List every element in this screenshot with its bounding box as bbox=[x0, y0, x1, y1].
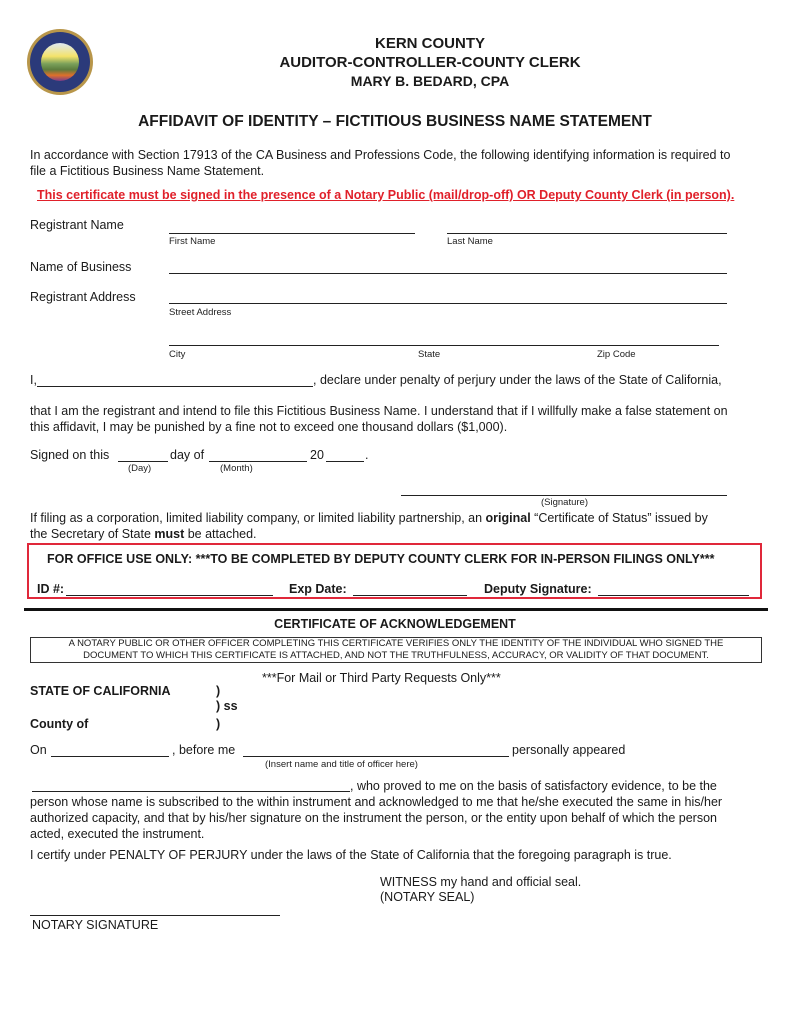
day-of-label: day of bbox=[170, 448, 205, 462]
intro-line-2: file a Fictitious Business Name Statement. bbox=[30, 164, 265, 178]
status-note-text-2: “Certificate of Status” issued by bbox=[530, 511, 708, 525]
page-title: AFFIDAVIT OF IDENTITY – FICTITIOUS BUSINESS NAME STATEMENT bbox=[138, 113, 652, 130]
status-note-text-4: be attached. bbox=[184, 527, 257, 541]
header-official: MARY B. BEDARD, CPA bbox=[350, 73, 510, 89]
certify-statement: I certify under PENALTY OF PERJURY under the laws of the State of California that the foregoing paragraph is true. bbox=[30, 848, 672, 862]
notary-notice-line-2: DOCUMENT TO WHICH THIS CERTIFICATE IS ATTACHED, AND NOT THE TRUTHFULNESS, ACCURACY, OR VALIDITY OF THAT DOCUMENT. bbox=[83, 650, 709, 661]
witness-text: WITNESS my hand and official seal. bbox=[380, 875, 582, 889]
signer-name-field[interactable] bbox=[32, 791, 350, 792]
signature-field[interactable] bbox=[401, 495, 727, 496]
proved-line-4: acted, executed the instrument. bbox=[30, 827, 205, 841]
status-note-line-1 bbox=[30, 510, 708, 526]
signature-caption: (Signature) bbox=[541, 497, 588, 508]
status-note-must: must bbox=[154, 527, 185, 541]
first-name-field[interactable] bbox=[169, 233, 415, 234]
registrant-address-label: Registrant Address bbox=[30, 290, 136, 304]
street-caption: Street Address bbox=[169, 307, 232, 318]
city-state-zip-field[interactable] bbox=[169, 345, 719, 346]
notary-warning: This certificate must be signed in the presence of a Notary Public (mail/drop-off) OR Deputy County Clerk (in person). bbox=[37, 188, 735, 202]
county-label: County of bbox=[30, 717, 89, 731]
header-county: KERN COUNTY bbox=[374, 35, 485, 52]
acknowledgement-date-field[interactable] bbox=[51, 756, 169, 757]
day-caption: (Day) bbox=[128, 463, 152, 474]
ss-label: ) ss bbox=[216, 699, 238, 713]
zip-caption: Zip Code bbox=[597, 349, 636, 360]
deputy-signature-field[interactable] bbox=[598, 595, 749, 596]
notary-seal-text: (NOTARY SEAL) bbox=[380, 890, 475, 904]
exp-date-label: Exp Date: bbox=[289, 582, 347, 596]
paren-1: ) bbox=[216, 684, 221, 698]
state-caption: State bbox=[418, 349, 441, 360]
month-field[interactable] bbox=[209, 461, 307, 462]
city-caption: City bbox=[169, 349, 186, 360]
office-use-heading: FOR OFFICE USE ONLY: ***TO BE COMPLETED BY DEPUTY COUNTY CLERK FOR IN-PERSON FILINGS ONLY*** bbox=[47, 552, 715, 566]
declaration-para-1: that I am the registrant and intend to file this Fictitious Business Name. I understand that if I willfully make a false statement on bbox=[30, 404, 728, 418]
registrant-name-label: Registrant Name bbox=[30, 218, 124, 232]
month-caption: (Month) bbox=[220, 463, 253, 474]
last-name-caption: Last Name bbox=[447, 236, 493, 247]
notary-notice-box bbox=[30, 637, 762, 663]
date-period: . bbox=[365, 448, 369, 462]
declaration-para-2: this affidavit, I may be punished by a fine not to exceed one thousand dollars ($1,000). bbox=[30, 420, 508, 434]
acknowledgement-heading: CERTIFICATE OF ACKNOWLEDGEMENT bbox=[274, 617, 516, 631]
notary-signature-label: NOTARY SIGNATURE bbox=[32, 918, 159, 932]
street-address-field[interactable] bbox=[169, 303, 727, 304]
proved-line-2: person whose name is subscribed to the within instrument and acknowledged to me that he/she executed the same in his/her bbox=[30, 795, 723, 809]
personally-appeared-label: personally appeared bbox=[512, 743, 626, 757]
header-department: AUDITOR-CONTROLLER-COUNTY CLERK bbox=[279, 54, 581, 71]
declarant-name-field[interactable] bbox=[37, 386, 313, 387]
exp-date-field[interactable] bbox=[353, 595, 467, 596]
on-label: On bbox=[30, 743, 47, 757]
intro-line-1: In accordance with Section 17913 of the CA Business and Professions Code, the following identifying information is required to bbox=[30, 148, 731, 162]
proved-line-3: authorized capacity, and that by his/her signature on the instrument the person, or the entity upon behalf of which the person bbox=[30, 811, 717, 825]
deputy-signature-label: Deputy Signature: bbox=[484, 582, 592, 596]
status-note-original: original bbox=[485, 511, 531, 525]
last-name-field[interactable] bbox=[447, 233, 727, 234]
first-name-caption: First Name bbox=[169, 236, 216, 247]
officer-caption: (Insert name and title of officer here) bbox=[265, 759, 418, 770]
year-field[interactable] bbox=[326, 461, 364, 462]
business-name-label: Name of Business bbox=[30, 260, 132, 274]
day-field[interactable] bbox=[118, 461, 168, 462]
declaration-suffix: , declare under penalty of perjury under the laws of the State of California, bbox=[313, 373, 722, 387]
before-me-label: , before me bbox=[172, 743, 236, 757]
proved-line-1: , who proved to me on the basis of satisfactory evidence, to be the bbox=[350, 779, 717, 793]
declaration-prefix: I, bbox=[30, 373, 37, 387]
year-prefix: 20 bbox=[310, 448, 324, 462]
status-note-text-1: If filing as a corporation, limited liability company, or limited liability partnership, an bbox=[30, 511, 486, 525]
notary-signature-field[interactable] bbox=[30, 915, 280, 916]
status-note-text-3: the Secretary of State bbox=[30, 527, 155, 541]
section-divider bbox=[24, 608, 768, 611]
id-label: ID #: bbox=[37, 582, 65, 596]
business-name-field[interactable] bbox=[169, 273, 727, 274]
signed-on-label: Signed on this bbox=[30, 448, 110, 462]
state-label: STATE OF CALIFORNIA bbox=[30, 684, 171, 698]
officer-name-field[interactable] bbox=[243, 756, 509, 757]
id-field[interactable] bbox=[66, 595, 273, 596]
status-note-line-2 bbox=[30, 526, 257, 542]
paren-3: ) bbox=[216, 717, 221, 731]
notary-notice-line-1: A NOTARY PUBLIC OR OTHER OFFICER COMPLETING THIS CERTIFICATE VERIFIES ONLY THE IDENTITY OF THE INDIVIDUAL WHO SIGNED THE bbox=[68, 638, 724, 649]
mail-note: ***For Mail or Third Party Requests Only*** bbox=[262, 671, 501, 685]
